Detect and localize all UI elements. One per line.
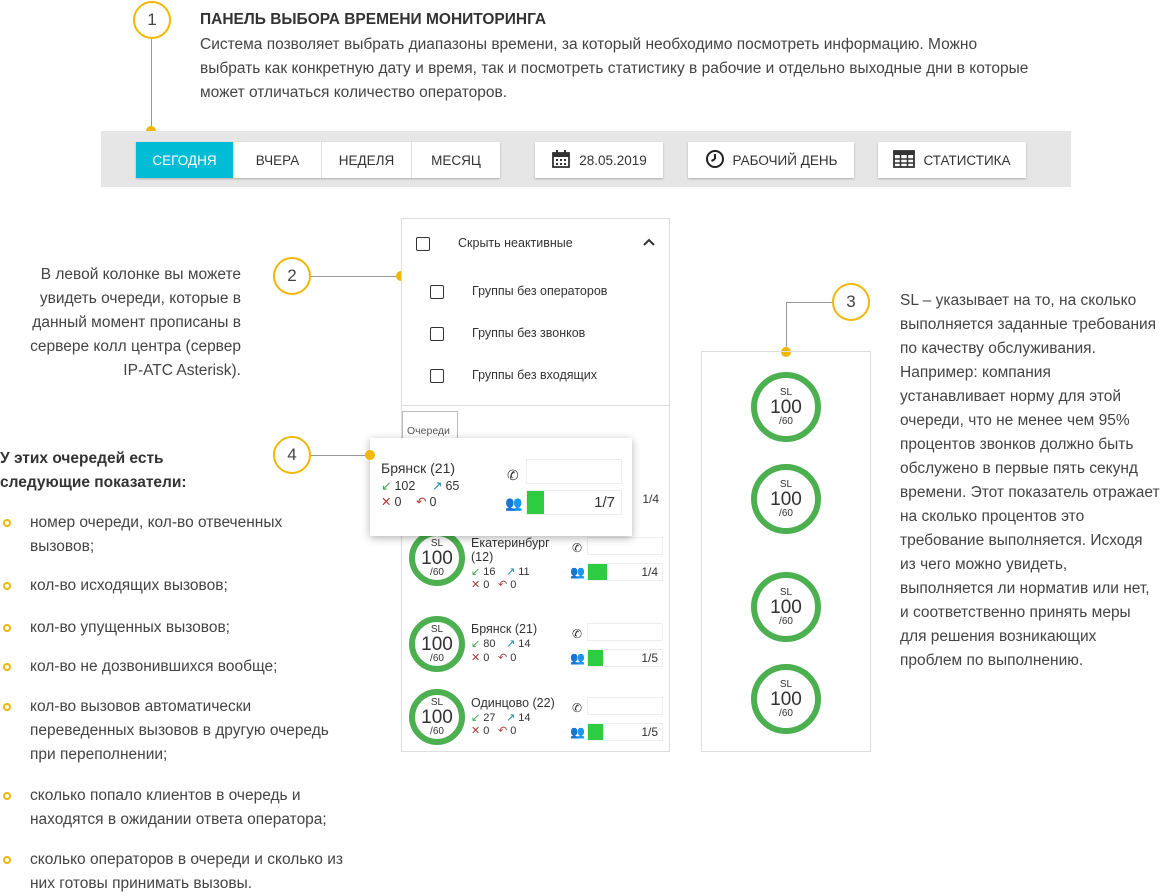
bullet-text bbox=[30, 655, 277, 679]
outgoing-count: 11 bbox=[518, 565, 530, 578]
outgoing-count: 14 bbox=[518, 637, 531, 650]
text-line: из чего можно увидеть, bbox=[900, 556, 1068, 573]
sl-sub: /60 bbox=[430, 566, 444, 578]
filter-no-operators-label: Группы без операторов bbox=[472, 284, 608, 298]
sl-value: 100 bbox=[421, 547, 453, 569]
failed-call-icon: ↶ bbox=[498, 579, 508, 591]
section2-text bbox=[0, 263, 241, 383]
marker-2: 2 bbox=[273, 257, 311, 295]
text-line: требование выполняется. Исходя bbox=[900, 532, 1143, 549]
sl-label: SL bbox=[779, 386, 793, 398]
connector-line bbox=[311, 455, 367, 456]
sl-label: SL bbox=[779, 678, 793, 690]
text-line: сколько попало клиентов в очередь и bbox=[30, 787, 301, 804]
sl-gauge bbox=[751, 464, 821, 534]
incoming-call-icon: ↙ bbox=[381, 479, 392, 493]
bullet-text bbox=[30, 784, 327, 832]
time-selection-toolbar bbox=[101, 131, 1071, 187]
section1-title: ПАНЕЛЬ ВЫБОРА ВРЕМЕНИ МОНИТОРИНГА bbox=[200, 11, 547, 28]
sl-label: SL bbox=[430, 537, 444, 549]
connector-line bbox=[311, 276, 399, 277]
text-line: них готовы принимать вызовы. bbox=[30, 875, 253, 892]
sl-gauge bbox=[751, 372, 821, 442]
sl-sub: /60 bbox=[779, 615, 793, 627]
sl-gauge bbox=[751, 664, 821, 734]
failed-count: 0 bbox=[429, 494, 437, 509]
phone-icon: ✆ bbox=[507, 467, 519, 483]
bullet-icon bbox=[3, 663, 11, 671]
missed-stat bbox=[471, 651, 489, 664]
failed-call-icon: ↶ bbox=[498, 725, 508, 737]
text-line: устанавливает норму для этой bbox=[900, 388, 1122, 405]
text-line: Например: компания bbox=[900, 364, 1051, 381]
text-line: обслужено в первые пять секунд bbox=[900, 460, 1138, 477]
sl-sub: /60 bbox=[779, 707, 793, 719]
sl-value: 100 bbox=[421, 706, 453, 728]
filter-no-calls-checkbox[interactable] bbox=[430, 327, 444, 341]
outgoing-call-icon: ↗ bbox=[506, 712, 516, 724]
text-line: на сколько процентов это bbox=[900, 508, 1085, 525]
failed-stat bbox=[498, 651, 516, 664]
operators-count: 1/7 bbox=[594, 494, 615, 511]
operators-icon: 👥 bbox=[570, 725, 585, 739]
bullet-text bbox=[30, 511, 282, 559]
connector-line bbox=[151, 39, 152, 128]
failed-stat bbox=[416, 494, 436, 509]
text-line: и соответственно принять меры bbox=[900, 604, 1131, 621]
text-line: по качеству обслуживания. bbox=[900, 340, 1096, 357]
bullet-icon bbox=[3, 582, 11, 590]
missed-call-icon: ✕ bbox=[471, 579, 481, 591]
text-line: процентов звонков должно быть bbox=[900, 436, 1134, 453]
queue-name: Екатеринбург (12) bbox=[471, 536, 550, 564]
text-line: времени. Этот показатель отражает bbox=[900, 484, 1160, 501]
incoming-call-icon: ↙ bbox=[471, 566, 481, 578]
operators-fill bbox=[588, 650, 603, 666]
outgoing-stat bbox=[506, 711, 530, 724]
text-line: при переполнении; bbox=[30, 746, 168, 763]
sl-label: SL bbox=[430, 696, 444, 708]
sl-value: 100 bbox=[770, 488, 802, 510]
text-line: может отличаться количество операторов. bbox=[200, 84, 508, 101]
sl-value: 100 bbox=[770, 396, 802, 418]
connector-line bbox=[786, 302, 832, 303]
missed-stat bbox=[471, 578, 489, 591]
operators-bar bbox=[587, 649, 663, 667]
bullet-text bbox=[30, 695, 329, 767]
missed-stat bbox=[471, 724, 489, 737]
failed-stat bbox=[498, 724, 516, 737]
filter-no-incoming-label: Группы без входящих bbox=[472, 368, 598, 382]
calls-bar bbox=[587, 537, 663, 555]
missed-stat bbox=[381, 494, 401, 509]
calls-bar bbox=[526, 459, 622, 484]
section4-title bbox=[0, 447, 187, 495]
statistics-label: СТАТИСТИКА bbox=[923, 152, 1011, 168]
answered-stat bbox=[471, 711, 495, 724]
hide-inactive-checkbox[interactable] bbox=[416, 237, 430, 251]
outgoing-stat bbox=[506, 565, 530, 578]
chevron-up-icon[interactable] bbox=[642, 235, 656, 253]
missed-count: 0 bbox=[483, 724, 490, 737]
text-line: кол-во исходящих вызовов; bbox=[30, 577, 228, 594]
sl-sub: /60 bbox=[779, 415, 793, 427]
bullet-icon bbox=[3, 519, 11, 527]
sl-value: 100 bbox=[421, 633, 453, 655]
failed-count: 0 bbox=[510, 651, 517, 664]
text-line: номер очереди, кол-во отвеченных bbox=[30, 514, 283, 531]
answered-stat bbox=[381, 478, 415, 493]
queue-name: Одинцово (22) bbox=[471, 696, 555, 710]
incoming-call-icon: ↙ bbox=[471, 638, 481, 650]
text-line: сколько операторов в очереди и сколько из bbox=[30, 851, 343, 868]
sl-label: SL bbox=[779, 586, 793, 598]
failed-count: 0 bbox=[510, 724, 517, 737]
text-line: выполняется заданные требования bbox=[900, 316, 1157, 333]
answered-count: 80 bbox=[483, 637, 496, 650]
period-segmented-control bbox=[136, 142, 500, 178]
missed-count: 0 bbox=[394, 494, 402, 509]
operators-count: 1/5 bbox=[641, 651, 658, 665]
sl-label: SL bbox=[779, 478, 793, 490]
outgoing-stat bbox=[506, 637, 530, 650]
text-line: кол-во не дозвонившихся вообще; bbox=[30, 658, 278, 675]
marker-3: 3 bbox=[832, 283, 870, 321]
text-line: выбрать как конкретную дату и время, так и посмотреть статистику в рабочие и отдельно выходные дни в которые bbox=[200, 60, 1029, 77]
text-line: для решения возникающих bbox=[900, 628, 1097, 645]
text-line: Система позволяет выбрать диапазоны времени, за который необходимо посмотреть информацию. Можно bbox=[200, 36, 978, 53]
text-line: SL – указывает на то, на сколько bbox=[900, 292, 1137, 309]
operators-bar bbox=[587, 563, 663, 581]
sl-value: 100 bbox=[770, 688, 802, 710]
bullet-icon bbox=[3, 856, 11, 864]
text-line: кол-во упущенных вызовов; bbox=[30, 619, 230, 636]
queue-name: Брянск (21) bbox=[471, 622, 538, 636]
outgoing-call-icon: ↗ bbox=[506, 638, 516, 650]
calendar-icon bbox=[551, 149, 571, 172]
date-value: 28.05.2019 bbox=[579, 152, 647, 168]
answered-count: 27 bbox=[483, 711, 496, 724]
queue-name: Брянск (21) bbox=[381, 460, 456, 476]
text-line: кол-во вызовов автоматически bbox=[30, 698, 252, 715]
answered-stat bbox=[471, 637, 495, 650]
bullet-icon bbox=[3, 703, 11, 711]
operators-count: 1/4 bbox=[641, 565, 658, 579]
text-line: IP-ATC Asterisk). bbox=[123, 362, 241, 379]
calls-bar bbox=[587, 623, 663, 641]
answered-stat bbox=[471, 565, 495, 578]
text-line: В левой колонке вы можете bbox=[40, 266, 241, 283]
table-icon bbox=[893, 150, 915, 171]
marker-4: 4 bbox=[273, 436, 311, 474]
period-week-button[interactable]: НЕДЕЛЯ bbox=[322, 142, 412, 178]
missed-call-icon: ✕ bbox=[471, 652, 481, 664]
missed-count: 0 bbox=[483, 578, 490, 591]
phone-icon: ✆ bbox=[572, 627, 583, 641]
phone-icon: ✆ bbox=[572, 701, 583, 715]
outgoing-count: 14 bbox=[518, 711, 531, 724]
connector-dot bbox=[365, 450, 375, 460]
bullet-icon bbox=[3, 792, 11, 800]
queue-detail-popup bbox=[370, 438, 632, 536]
section3-text bbox=[900, 289, 1170, 673]
phone-icon: ✆ bbox=[572, 541, 583, 555]
day-type-label: РАБОЧИЙ ДЕНЬ bbox=[732, 152, 838, 168]
incoming-call-icon: ↙ bbox=[471, 712, 481, 724]
hide-inactive-label: Скрыть неактивные bbox=[458, 236, 573, 250]
period-month-button[interactable]: МЕСЯЦ bbox=[431, 152, 481, 168]
text-line: следующие показатели: bbox=[0, 474, 187, 491]
sl-gauge bbox=[751, 572, 821, 642]
sl-gauge bbox=[409, 616, 465, 672]
failed-call-icon: ↶ bbox=[498, 652, 508, 664]
text-line: данный момент прописаны в bbox=[32, 314, 241, 331]
operators-count: 1/5 bbox=[641, 725, 658, 739]
text-line: вызовов; bbox=[30, 538, 95, 555]
calls-bar bbox=[587, 697, 663, 715]
sl-sub: /60 bbox=[779, 507, 793, 519]
operators-count: 1/4 bbox=[642, 492, 659, 506]
sl-value: 100 bbox=[770, 596, 802, 618]
answered-count: 102 bbox=[394, 478, 416, 493]
bullet-text bbox=[30, 616, 230, 640]
bullet-icon bbox=[3, 624, 11, 632]
operators-fill bbox=[527, 491, 544, 514]
answered-count: 16 bbox=[483, 565, 496, 578]
operators-icon: 👥 bbox=[505, 495, 523, 511]
clock-icon bbox=[705, 149, 725, 172]
operators-bar bbox=[587, 723, 663, 741]
operators-icon: 👥 bbox=[570, 565, 585, 579]
divider bbox=[402, 405, 669, 406]
failed-call-icon: ↶ bbox=[416, 495, 427, 509]
sl-column-panel bbox=[701, 351, 871, 752]
filter-no-calls-label: Группы без звонков bbox=[472, 326, 586, 340]
day-type-button[interactable] bbox=[688, 142, 854, 178]
operators-fill bbox=[588, 724, 603, 740]
section1-text bbox=[200, 33, 1080, 105]
operators-bar bbox=[526, 490, 622, 515]
operators-fill bbox=[588, 564, 607, 580]
outgoing-call-icon: ↗ bbox=[432, 479, 443, 493]
period-yesterday-button[interactable]: ВЧЕРА bbox=[234, 142, 322, 178]
marker-1: 1 bbox=[133, 1, 171, 39]
missed-count: 0 bbox=[483, 651, 490, 664]
outgoing-stat bbox=[432, 478, 459, 493]
failed-count: 0 bbox=[510, 578, 517, 591]
bullet-text bbox=[30, 848, 343, 896]
operators-icon: 👥 bbox=[570, 651, 585, 665]
tab-queues[interactable]: Очереди bbox=[402, 411, 458, 441]
text-line: проблем по выполнению. bbox=[900, 652, 1084, 669]
outgoing-count: 65 bbox=[445, 478, 460, 493]
sl-label: SL bbox=[430, 623, 444, 635]
date-picker-button[interactable] bbox=[535, 142, 663, 178]
sl-sub: /60 bbox=[430, 652, 444, 664]
text-line: увидеть очереди, которые в bbox=[39, 290, 241, 307]
text-line: находятся в ожидании ответа оператора; bbox=[30, 811, 327, 828]
text-line: сервере колл центра (сервер bbox=[30, 338, 241, 355]
bullet-text bbox=[30, 574, 228, 598]
statistics-button[interactable] bbox=[878, 142, 1026, 178]
text-line: выполняется ли норматив или нет, bbox=[900, 580, 1150, 597]
outgoing-call-icon: ↗ bbox=[506, 566, 516, 578]
missed-call-icon: ✕ bbox=[381, 495, 392, 509]
missed-call-icon: ✕ bbox=[471, 725, 481, 737]
failed-stat bbox=[498, 578, 516, 591]
filter-no-operators-checkbox[interactable] bbox=[430, 285, 444, 299]
text-line: переведенных вызовов в другую очередь bbox=[30, 722, 329, 739]
sl-gauge bbox=[409, 689, 465, 745]
sl-sub: /60 bbox=[430, 725, 444, 737]
text-line: У этих очередей есть bbox=[0, 450, 164, 467]
text-line: очереди, что не менее чем 95% bbox=[900, 412, 1130, 429]
connector-line bbox=[786, 302, 787, 348]
filter-no-incoming-checkbox[interactable] bbox=[430, 369, 444, 383]
sl-gauge bbox=[409, 530, 465, 586]
period-today-button[interactable]: СЕГОДНЯ bbox=[136, 142, 234, 178]
